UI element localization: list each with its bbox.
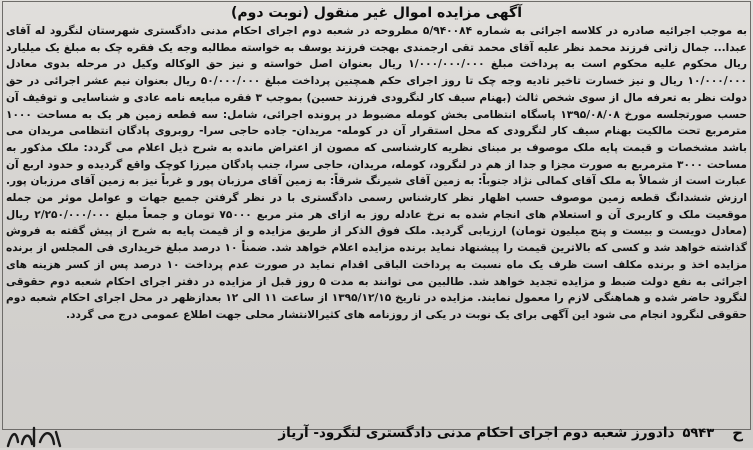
notice-body: به موجب اجرائیه صادره در کلاسه اجرائی به شماره ۵/۹۴۰۰۸۴ مطروحه در شعبه دوم اجرای احکام مدنی دادگستری شهرستان لنگرود له آقای عبدا... جمال زاتی فرزند محمد نظر علیه آقای محمد تقی ارجمندی بهجت فرزند یوسف به خواسته مطالبه وجه یک فقره چک به مبلغ یک میلیارد ریال محکوم علیه محکوم است به پرداخت مبلغ ۱/۰۰۰/۰۰۰/۰۰۰ ریال بعنوان اصل خواسته و نیز حق الوکاله وکیل در مرحله بدوی معادل ۱۰/۰۰۰/۰۰۰ ریال و نیز خسارت تاخیر تادیه وجه چک تا روز اجرای حکم همچنین پرداخت مبلغ ۵۰/۰۰۰/۰۰۰ ریال بعنوان نیم عشر اجرائی در حق دولت نظر به تعرفه مال از سوی شخص ثالث (بهنام سیف کار لنگرودی فرزند حسین) بموجب ۳ فقره مبایعه نامه عادی و شناسایی و توقیف آن حسب صورتجلسه مورخ ۱۳۹۵/۰۸/۰۸ پاسگاه انتظامی بخش کومله مضبوط در پرونده اجرائی، شامل: سه قطعه زمین هر یک به مساحت ۱۰۰۰ مترمربع تحت مالکیت بهنام سیف کار لنگرودی که محل استقرار آن در کومله- مریدان- جاده حاجی سرا- روبروی پادگان انتظامی مریدان می باشد مشخصات و قیمت پایه ملک موصوف بر مبنای نظریه کارشناسی که مصون از اعتراض مانده به شرح ذیل اعلام می گردد: ملک مذکور به مساحت ۳۰۰۰ مترمربع به صورت مجزا و جدا از هم در لنگرود، کومله، مریدان، حاجی سرا، جنب پادگان میرزا کوچک واقع گردیده و حدود اربع آن عبارت است از شمالاً به ملک آقای کمالی نژاد جنوباً: به زمین آقای شیرنگ شرقاً: به زمین آقای مرزبان پور و غرباً نیز به زمین آقای مرزبان پور. ارزش ششدانگ قطعه زمین موصوف حسب اظهار نظر کارشناس رسمی دادگستری با در نظر گرفتن جمیع جهات و عوامل موثر من جمله موقعیت ملک و کاربری آن و استعلام های انجام شده به نرخ عادله روز به ازای هر متر مربع ۷۵۰۰۰ تومان و جمعاً مبلغ ۲/۲۵۰/۰۰۰/۰۰۰ ریال (معادل دویست و بیست و پنج میلیون تومان) ارزیابی گردید. ملک فوق الذکر از طریق مزایده و از قیمت پایه به شرح از پیش گفته به فروش گذاشته خواهد شد و کسی که بالاترین قیمت را پیشنهاد نماید برنده مزایده اعلام خواهد شد. ضمناً ۱۰ درصد مبلغ خریداری فی المجلس از برنده مزایده اخذ و برنده مکلف است ظرف یک ماه نسبت به پرداخت الباقی اقدام نماید در صورت عدم پرداخت ۱۰ درصد پس از کسر هزینه های اجرائی به نفع دولت ضبط و مزایده تجدید خواهد شد. طالبین می توانند به مدت ۵ روز قبل از مزایده در دفتر اجرای احکام شعبه دوم حقوقی لنگرود حاضر شده و هماهنگی لازم را معمول نمایند. مزایده در تاریخ ۱۳۹۵/۱۲/۱۵ از ساعت ۱۱ الی ۱۲ بعدازظهر در محل اجرای احکام شعبه دوم حقوقی لنگرود انجام می شود این آگهی برای یک نوبت در یکی از روزنامه های کثیرالانتشار محلی جهت اطلاع عمومی درج می گردد. bbox=[6, 25, 748, 321]
handwritten-mark bbox=[4, 422, 64, 450]
notice-number: ۵۹۴۳ bbox=[682, 425, 715, 441]
issuer-signature: دادورز شعبه دوم اجرای احکام مدنی دادگستری لنگرود- آریاز bbox=[278, 425, 675, 441]
notice-title: آگهی مزایده اموال غیر منقول (نوبت دوم) bbox=[231, 5, 522, 21]
notice-footer bbox=[6, 422, 747, 444]
footer-letter: ح bbox=[732, 424, 743, 442]
